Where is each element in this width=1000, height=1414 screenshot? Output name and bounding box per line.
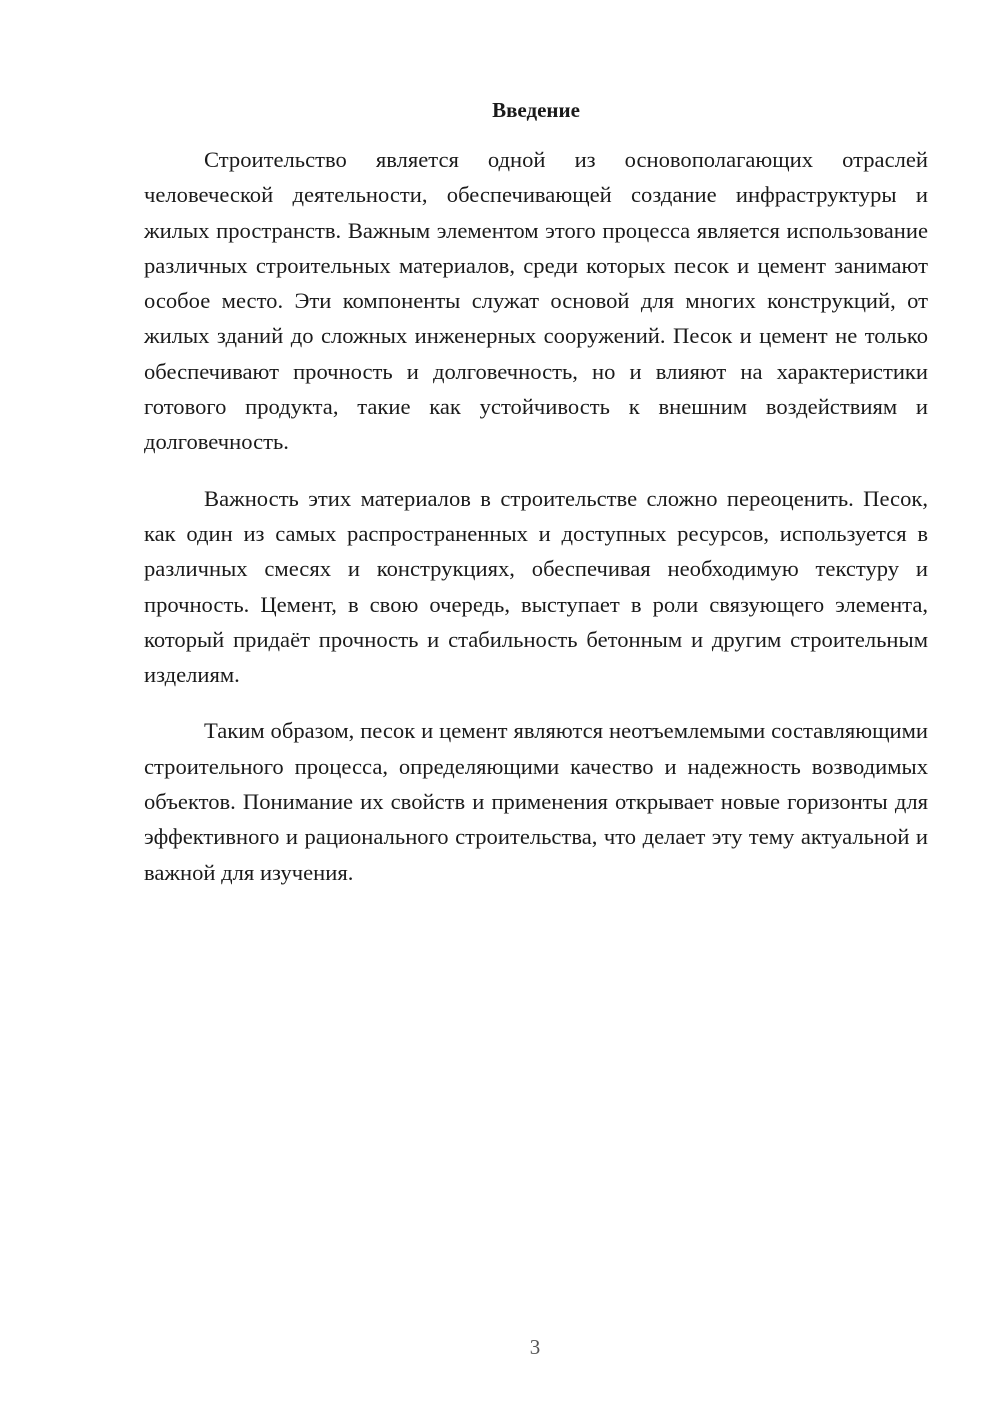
section-heading: Введение [492, 98, 580, 122]
paragraph-3: Таким образом, песок и цемент являются неотъемлемыми составляющими строительного процесса, определяющими качество и надежность возводимых объектов. Понимание их свойств и применения открывает новые горизонты для эффективного и рационального строительства, что делает эту тему актуальной и важной для изучения. [144, 718, 928, 885]
body-text [144, 142, 928, 890]
page-number: 3 [529, 1335, 541, 1359]
paragraph-1: Строительство является одной из основополагающих отраслей человеческой деятельности, обеспечивающей создание инфраструктуры и жилых пространств. Важным элементом этого процесса является использование различных строительных материалов, среди которых песок и цемент занимают особое место. Эти компоненты служат основой для многих конструкций, от жилых зданий до сложных инженерных сооружений. Песок и цемент не только обеспечивают прочность и долговечность, но и влияют на характеристики готового продукта, такие как устойчивость к внешним воздействиям и долговечность. [144, 147, 928, 455]
paragraph-2: Важность этих материалов в строительстве сложно переоценить. Песок, как один из самых распространенных и доступных ресурсов, используется в различных смесях и конструкциях, обеспечивая необходимую текстуру и прочность. Цемент, в свою очередь, выступает в роли связующего элемента, который придаёт прочность и стабильность бетонным и другим строительным изделиям. [144, 485, 928, 688]
